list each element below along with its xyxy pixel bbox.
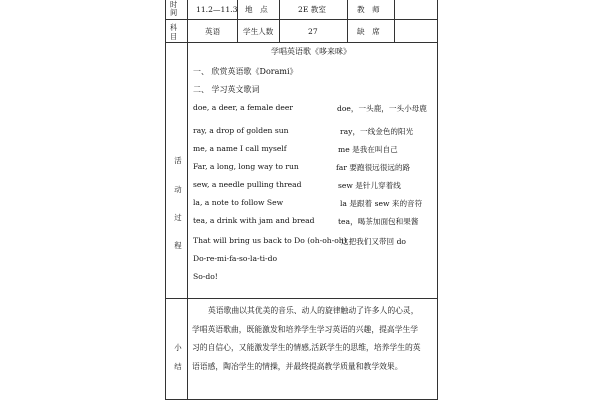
- lyric-cn-6: la 是跟着 sew 来的音符: [340, 199, 423, 208]
- lyric-en-8: That will bring us back to Do (oh-oh-oh): [193, 236, 347, 245]
- student-count-value: 27: [308, 27, 318, 36]
- place-label: 地 点: [245, 5, 268, 14]
- table-border-right: [437, 0, 438, 400]
- lyric-en-2: ray, a drop of golden sun: [193, 126, 289, 135]
- lyric-en-6: la, a note to follow Sew: [193, 198, 284, 207]
- summary-line-1: 英语歌曲以其优美的音乐、动人的旋律触动了许多人的心灵，: [208, 306, 419, 315]
- student-count-label: 学生人数: [243, 27, 274, 36]
- activity-side-char-1: 活: [174, 156, 182, 165]
- lyric-en-5: sew, a needle pulling thread: [193, 180, 302, 189]
- header-divider-3: [347, 0, 348, 42]
- lyric-cn-3: me 是我在叫自己: [338, 145, 398, 154]
- activity-side-char-3: 过: [174, 213, 182, 222]
- lyric-en-3: me, a name I call myself: [193, 144, 287, 153]
- date-value: 11.2—11.3: [196, 5, 238, 14]
- header-divider-2: [279, 0, 280, 42]
- lyric-cn-8: 这把我们又带回 do: [341, 237, 407, 246]
- summary-paragraph: [192, 302, 432, 376]
- activity-side-char-2: 动: [174, 185, 182, 194]
- absent-label: 缺 席: [357, 27, 380, 36]
- table-border-left: [165, 0, 166, 400]
- lyric-en-7: tea, a drink with jam and bread: [193, 216, 315, 225]
- step-1: 一、 欣赏英语歌《Dorami》: [193, 67, 298, 76]
- side-column-divider: [187, 0, 188, 400]
- lyric-cn-7: tea，喝茶加面包和果酱: [338, 217, 419, 226]
- activity-side-char-4: 程: [174, 241, 182, 250]
- lyric-cn-1: doe，一头鹿，一头小母鹿: [337, 104, 427, 113]
- summary-side-char-2: 结: [174, 362, 182, 371]
- teacher-label: 教 师: [357, 5, 380, 14]
- lyric-cn-5: sew 是针儿穿着线: [338, 181, 401, 190]
- lyric-en-10: So-do!: [193, 272, 218, 281]
- lyric-en-9: Do-re-mi-fa-so-la-ti-do: [193, 254, 278, 263]
- header-bottom-line: [165, 42, 438, 43]
- summary-line-3: 习的自信心，又能激发学生的情感,活跃学生的思维，培养学生的英: [192, 343, 421, 353]
- summary-line-2: 学唱英语歌曲，既能激发和培养学生学习英语的兴趣，提高学生学: [192, 324, 419, 334]
- lyric-cn-4: far 要跑很远很远的路: [336, 163, 411, 172]
- place-value: 2E 教室: [298, 5, 326, 14]
- activity-title: 学唱英语歌《哆来咪》: [271, 47, 351, 56]
- time-label: 时间: [170, 0, 178, 17]
- activity-bottom-line: [165, 298, 438, 299]
- summary-side-char-1: 小: [174, 343, 182, 352]
- subject-value: 英语: [205, 27, 221, 36]
- header-row-divider: [165, 19, 438, 20]
- header-divider-4: [394, 0, 395, 42]
- subject-label: 科目: [170, 23, 178, 41]
- lyric-cn-2: ray，一线金色的阳光: [340, 127, 414, 136]
- lyric-en-1: doe, a deer, a female deer: [193, 103, 293, 112]
- step-2: 二、 学习英文歌词: [193, 85, 260, 94]
- lyric-en-4: Far, a long, long way to run: [193, 162, 299, 171]
- summary-line-4: 语语感，陶冶学生的情操，并最终提高教学质量和教学效果。: [192, 361, 403, 371]
